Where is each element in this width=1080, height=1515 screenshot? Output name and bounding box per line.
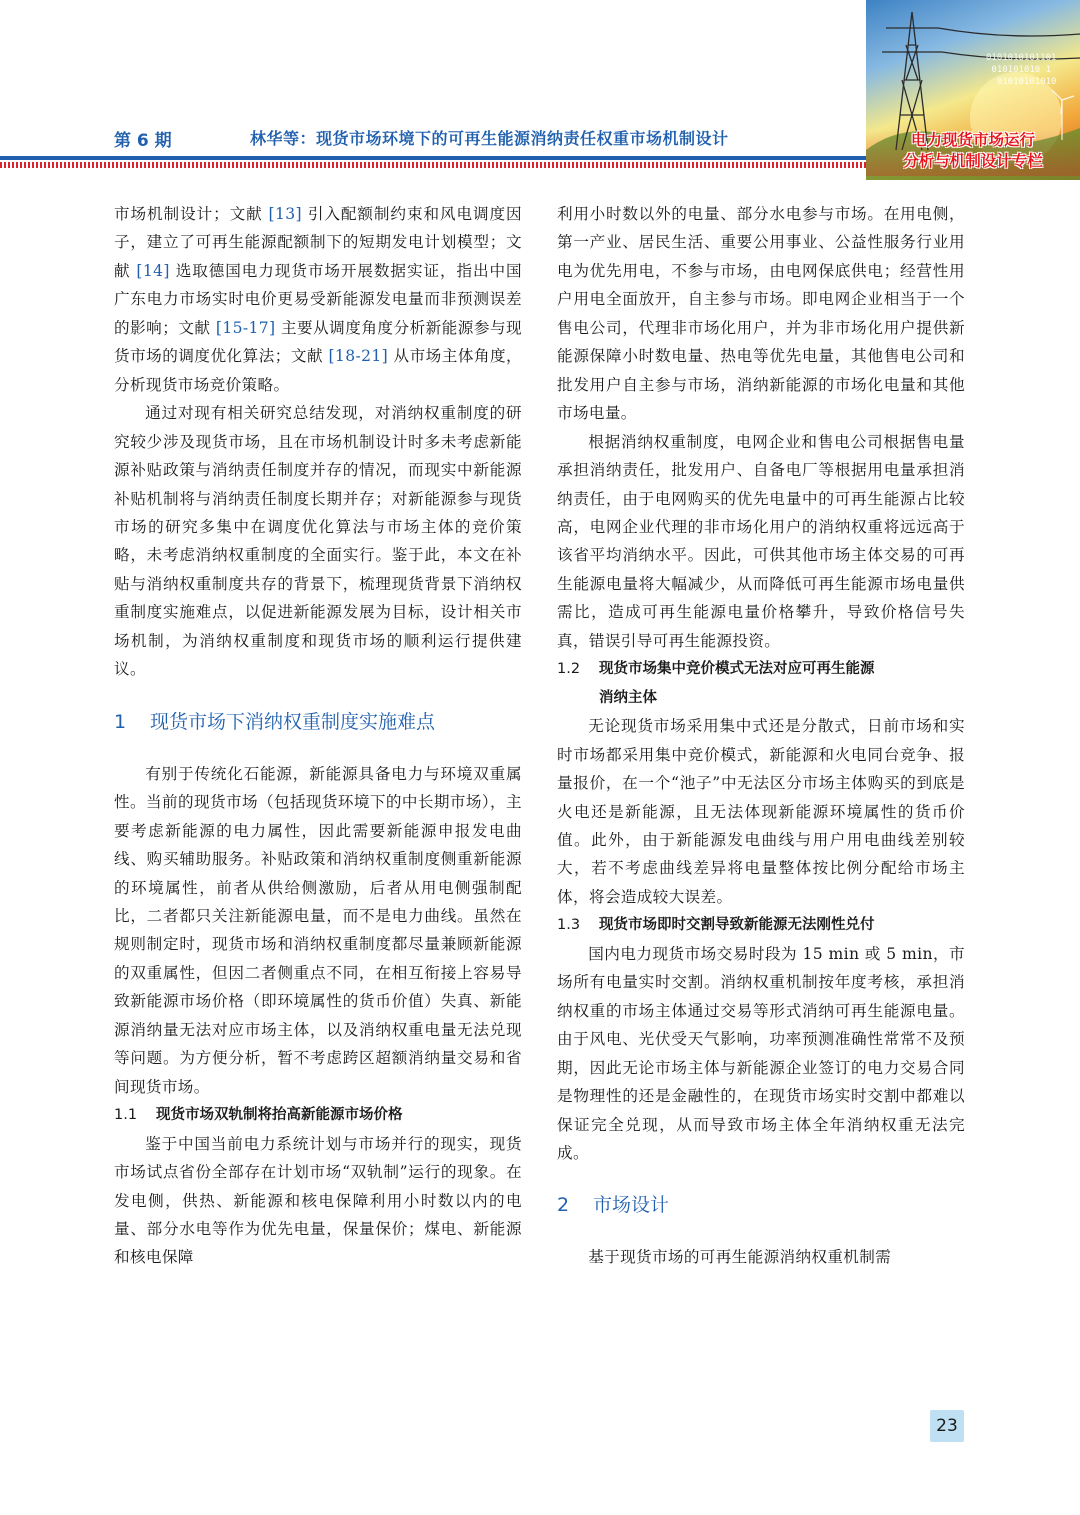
paragraph-market-design: 基于现货市场的可再生能源消纳权重机制需 (588, 1248, 892, 1267)
citation-link[interactable]: [18-21] (328, 347, 389, 366)
right-column (557, 200, 965, 1272)
page-header (0, 0, 1080, 180)
running-title: 林华等：现货市场环境下的可再生能源消纳责任权重市场机制设计 (250, 129, 729, 148)
text-span: 市场机制设计；文献 (114, 205, 269, 223)
paragraph-centralized-bidding: 无论现货市场采用集中式还是分散式，日前市场和实时市场都采用集中竞价模式，新能源和火电同台竞争、报量报价，在一个“池子”中无法区分市场主体购买的到底是火电还是新能源，且无法体现新能源环境属性的货币价值。此外，由于新能源发电曲线与用户用电曲线差别较大，若不考虑曲线差异将电量整体按比例分配给市场主体，将会造成较大误差。 (557, 717, 965, 906)
subsection-title: 现货市场集中竞价模式无法对应可再生能源 (599, 661, 875, 678)
paragraph-literature-review (114, 200, 522, 399)
section-title: 市场设计 (593, 1194, 670, 1217)
subsection-title: 现货市场即时交割导致新能源无法刚性兑付 (599, 917, 875, 934)
section-title: 现货市场下消纳权重制度实施难点 (150, 710, 436, 733)
paragraph-realtime-delivery: 国内电力现货市场交易时段为 15 min 或 5 min，市场所有电量实时交割。消纳权重机制按年度考核，承担消纳权重的市场主体通过交易等形式消纳可再生能源电量。由于风电、光伏受天气影响，功率预测准确性常常不及预期，因此无论市场主体与新能源企业签订的电力交易合同是物理性的还是金融性的，在现货市场实时交割中都难以保证完全兑现，从而导致市场主体全年消纳权重无法完成。 (557, 944, 965, 1162)
column-title-line-2: 分析与机制设计专栏 (903, 152, 1043, 170)
text-span: 主要从调度角度分析新能源参与现货市场的调度优化算法；文献 (114, 318, 522, 366)
header-rule (0, 156, 868, 160)
section-heading-2 (557, 1191, 965, 1219)
citation-link[interactable]: [15-17] (215, 318, 276, 337)
text-span: 引入配额制约束和风电调度因子，建立了可再生能源配额制下的短期发电计划模型；文献 (114, 205, 522, 280)
paragraph-consumption-responsibility: 根据消纳权重制度，电网企业和售电公司根据售电量承担消纳责任，批发用户、自备电厂等根据用电量承担消纳责任，由于电网购买的优先电量中的可再生能源占比较高，电网企业代理的非市场化用户的消纳权重将远远高于该省平均消纳水平。因此，可供其他市场主体交易的可再生能源电量将大幅减少，从而降低可再生能源市场电量供需比，造成可再生能源电量价格攀升，导致价格信号失真，错误引导可再生能源投资。 (557, 432, 965, 650)
issue-label: 第 6 期 (114, 131, 172, 151)
citation-link[interactable]: [13] (268, 205, 302, 223)
section-number: 2 (557, 1194, 570, 1217)
paragraph-continued: 利用小时数以外的电量、部分水电参与市场。在用电侧，第一产业、居民生活、重要公用事业、公益性服务行业用电为优先用电，不参与市场，由电网保底供电；经营性用户用电全面放开，自主参与市场。即电网企业相当于一个售电公司，代理非市场化用户，并为非市场化用户提供新能源保障小时数电量、热电等优先电量，其他售电公司和批发用户自主参与市场，消纳新能源的市场化电量和其他市场电量。 (557, 205, 965, 423)
paragraph-dual-track: 鉴于中国当前电力系统计划与市场并行的现实，现货市场试点省份全部存在计划市场“双轨制”运行的现象。在发电侧，供热、新能源和核电保障利用小时数以内的电量、部分水电等作为优先电量，保量保价；煤电、新能源和核电保障 (114, 1134, 522, 1267)
column-title (866, 130, 1080, 176)
header-stripe-rule (0, 162, 868, 168)
subsection-number: 1.2 (557, 661, 581, 678)
binary-digits-decoration: 0101010101101 010101010 1 01010101010 (986, 53, 1057, 87)
subsection-heading-1-2 (557, 655, 965, 712)
subsection-heading-1-3 (557, 911, 965, 939)
subsection-title: 现货市场双轨制将抬高新能源市场价格 (156, 1107, 403, 1124)
paragraph-summary: 通过对现有相关研究总结发现，对消纳权重制度的研究较少涉及现货市场，且在市场机制设计时多未考虑新能源补贴政策与消纳责任制度并存的情况，而现实中新能源补贴机制将与消纳责任制度长期并存；对新能源参与现货市场的研究多集中在调度优化算法与市场主体的竞价策略，未考虑消纳权重制度的全面实行。鉴于此，本文在补贴与消纳权重制度共存的背景下，梳理现货背景下消纳权重制度实施难点，以促进新能源发展为目标，设计相关市场机制，为消纳权重制度和现货市场的顺利运行提供建议。 (114, 404, 522, 679)
subsection-title-continued: 消纳主体 (599, 689, 657, 706)
column-title-line-1: 电力现货市场运行 (910, 131, 1035, 149)
subsection-heading-1-1 (114, 1101, 522, 1129)
subsection-number: 1.1 (114, 1107, 138, 1124)
paragraph-dual-attributes: 有别于传统化石能源，新能源具备电力与环境双重属性。当前的现货市场（包括现货环境下的中长期市场），主要考虑新能源的电力属性，因此需要新能源申报发电曲线、购买辅助服务。补贴政策和消纳权重制度侧重新能源的环境属性，前者从供给侧激励，后者从用电侧强制配比，二者都只关注新能源电量，而不是电力曲线。虽然在规则制定时，现货市场和消纳权重制度都尽量兼顾新能源的双重属性，但因二者侧重点不同，在相互衔接上容易导致新能源市场价格（即环境属性的货币价值）失真、新能源消纳量无法对应市场主体，以及消纳权重电量无法兑现等问题。为方便分析，暂不考虑跨区超额消纳量交易和省间现货市场。 (114, 764, 522, 1096)
text-span: 从市场主体角度，分析现货市场竞价策略。 (114, 347, 523, 394)
section-number: 1 (114, 710, 127, 733)
citation-link[interactable]: [14] (136, 261, 170, 280)
text-span: 选取德国电力现货市场开展数据实证，指出中国广东电力市场实时电价更易受新能源发电量而非预测误差的影响；文献 (114, 261, 522, 337)
subsection-number: 1.3 (557, 917, 581, 934)
section-heading-1 (114, 708, 522, 736)
left-column (114, 200, 522, 1272)
page-number: 23 (930, 1410, 964, 1442)
